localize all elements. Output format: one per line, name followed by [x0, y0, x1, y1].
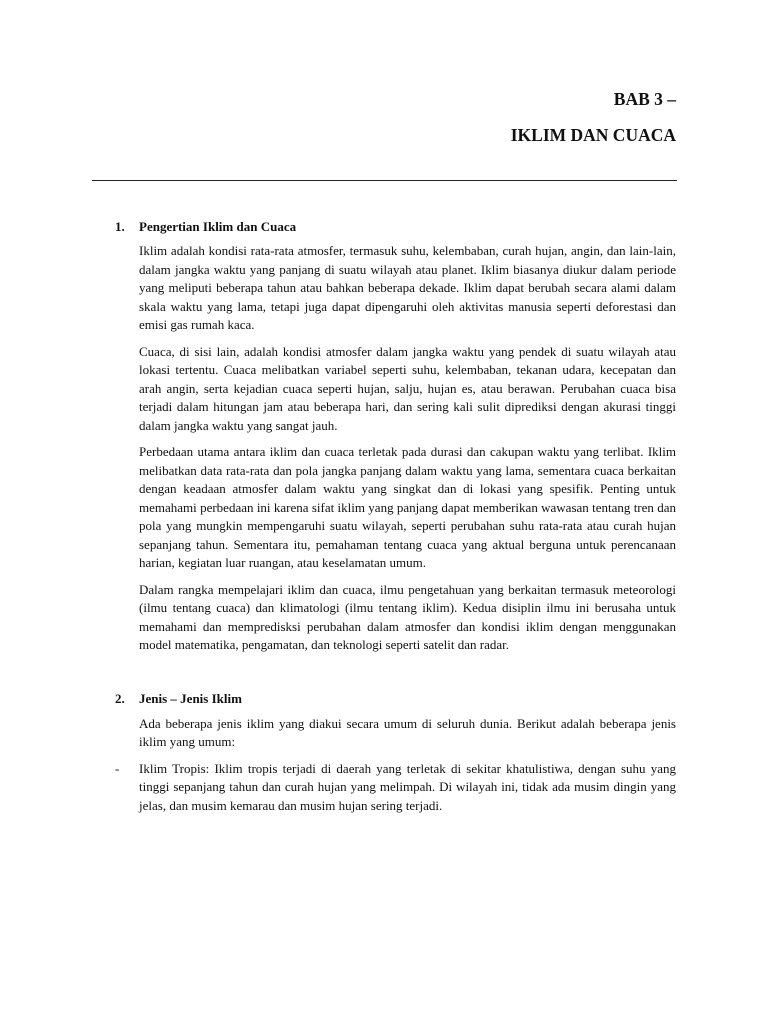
header-divider	[92, 180, 677, 181]
paragraph: Perbedaan utama antara iklim dan cuaca terletak pada durasi dan cakupan waktu yang terlibat. Iklim melibatkan data rata-rata dan pola jangka panjang dalam waktu yang lama, sementara cuaca berkaitan dengan keadaan atmosfer dalam waktu yang singkat dan di lokasi yang spesifik. Penting untuk memahami perbedaan ini karena sifat iklim yang panjang dapat memberikan wawasan tentang tren dan pola yang mungkin mempengaruhi suatu wilayah, seperti perubahan suhu rata-rata atau curah hujan sepanjang tahun. Sementara itu, pemahaman tentang cuaca yang aktual berguna untuk perencanaan harian, kegiatan luar ruangan, atau keselamatan umum.	[139, 444, 676, 570]
chapter-header	[511, 86, 676, 148]
section-number: 2.	[115, 690, 125, 706]
chapter-title: IKLIM DAN CUACA	[510, 125, 676, 145]
section-heading	[115, 217, 676, 236]
bullet-list	[115, 760, 676, 816]
section-title: Jenis – Jenis Iklim	[139, 690, 242, 706]
paragraph: Ada beberapa jenis iklim yang diakui secara umum di seluruh dunia. Berikut adalah beberapa jenis iklim yang umum:	[139, 715, 676, 749]
list-item	[115, 760, 676, 816]
section-title: Pengertian Iklim dan Cuaca	[139, 219, 297, 234]
section-jenis-iklim	[115, 689, 676, 816]
document-body	[115, 217, 676, 815]
chapter-number: BAB 3 –	[613, 89, 676, 109]
section-number: 1.	[115, 219, 125, 234]
paragraph: Iklim adalah kondisi rata-rata atmosfer, termasuk suhu, kelembaban, curah hujan, angin, dan lain-lain, dalam jangka waktu yang panjang di suatu wilayah atau planet. Iklim biasanya diukur dalam periode yang meliputi beberapa tahun atau bahkan beberapa dekade. Iklim dapat berubah secara alami dalam skala waktu yang lama, tetapi juga dapat dipengaruhi oleh aktivitas manusia seperti deforestasi dan emisi gas rumah kaca.	[139, 243, 676, 332]
paragraph: Dalam rangka mempelajari iklim dan cuaca, ilmu pengetahuan yang berkaitan termasuk meteorologi (ilmu tentang cuaca) dan klimatologi (ilmu tentang iklim). Kedua disiplin ilmu ini berusaha untuk memahami dan mempredisksi perubahan dalam atmosfer dan kondisi iklim dengan menggunakan model matematika, pengamatan, dan teknologi seperti satelit dan radar.	[139, 581, 676, 652]
paragraph: Cuaca, di sisi lain, adalah kondisi atmosfer dalam jangka waktu yang pendek di suatu wilayah atau lokasi tertentu. Cuaca melibatkan variabel seperti suhu, kelembaban, tekanan udara, kecepatan dan arah angin, serta kejadian cuaca seperti hujan, salju, hujan es, atau berawan. Perubahan cuaca bisa terjadi dalam hitungan jam atau beberapa hari, dan sering kali sulit diprediksi dengan akurasi tinggi dalam jangka waktu yang sangat jauh.	[139, 343, 676, 433]
section-heading	[115, 689, 676, 708]
list-item-text: Iklim Tropis: Iklim tropis terjadi di daerah yang terletak di sekitar khatulistiwa, dengan suhu yang tinggi sepanjang tahun dan curah hujan yang melimpah. Di wilayah ini, tidak ada musim dingin yang jelas, dan musim kemarau dan musim hujan sering terjadi.	[139, 760, 676, 813]
section-pengertian	[115, 217, 676, 655]
bullet-marker: -	[115, 760, 120, 776]
